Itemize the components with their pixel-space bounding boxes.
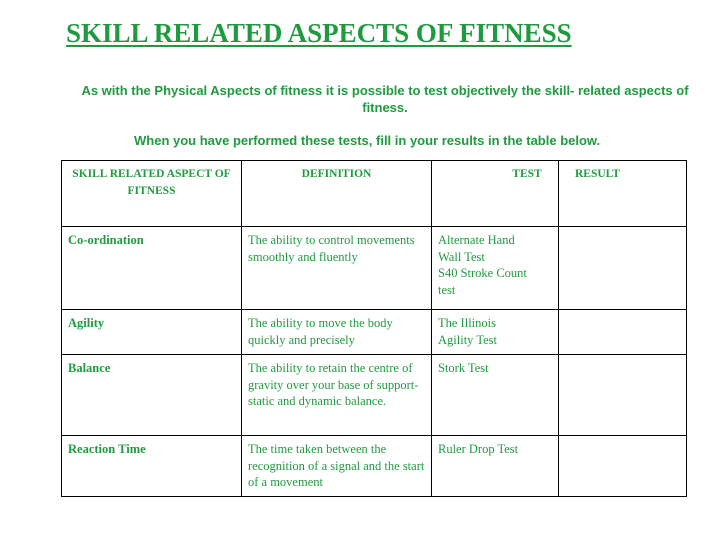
test-cell xyxy=(432,227,559,310)
definition-cell: The ability to control movements smoothly and fluently xyxy=(242,227,432,310)
test-line: Wall Test xyxy=(438,249,485,264)
test-line: test xyxy=(438,282,456,297)
result-cell[interactable] xyxy=(559,436,687,497)
fitness-table xyxy=(61,160,687,497)
test-cell xyxy=(432,355,559,436)
definition-cell: The ability to move the body quickly and precisely xyxy=(242,310,432,355)
page-title: SKILL RELATED ASPECTS OF FITNESS xyxy=(66,18,572,48)
intro-text: As with the Physical Aspects of fitness it is possible to test objectively the skill- related aspects of fitness. xyxy=(81,83,689,115)
table-row xyxy=(62,227,687,310)
aspect-cell: Balance xyxy=(62,355,242,436)
table-header-row xyxy=(62,161,687,227)
test-line: Ruler Drop Test xyxy=(438,442,519,456)
header-definition: DEFINITION xyxy=(242,161,432,227)
test-cell xyxy=(432,436,559,497)
test-line: S40 Stroke Count xyxy=(438,266,527,281)
aspect-cell: Co-ordination xyxy=(62,227,242,310)
test-line: Agility Test xyxy=(438,332,497,347)
definition-cell: The ability to retain the centre of gravity over your base of support- static and dynamic balance. xyxy=(242,355,432,436)
result-cell[interactable] xyxy=(559,227,687,310)
test-cell xyxy=(432,310,559,355)
result-cell[interactable] xyxy=(559,310,687,355)
result-cell[interactable] xyxy=(559,355,687,436)
aspect-cell: Agility xyxy=(62,310,242,355)
test-line: Alternate Hand xyxy=(438,233,515,247)
test-line: Stork Test xyxy=(438,361,489,375)
header-test: TEST xyxy=(432,161,559,227)
aspect-cell: Reaction Time xyxy=(62,436,242,497)
header-result: RESULT xyxy=(559,161,687,227)
header-aspect: SKILL RELATED ASPECT OF FITNESS xyxy=(62,161,242,227)
instruction-text: When you have performed these tests, fill in your results in the table below. xyxy=(134,133,601,148)
table-row xyxy=(62,310,687,355)
table-row xyxy=(62,436,687,497)
definition-cell: The time taken between the recognition of a signal and the start of a movement xyxy=(242,436,432,497)
table-row xyxy=(62,355,687,436)
test-line: The Illinois xyxy=(438,316,496,330)
